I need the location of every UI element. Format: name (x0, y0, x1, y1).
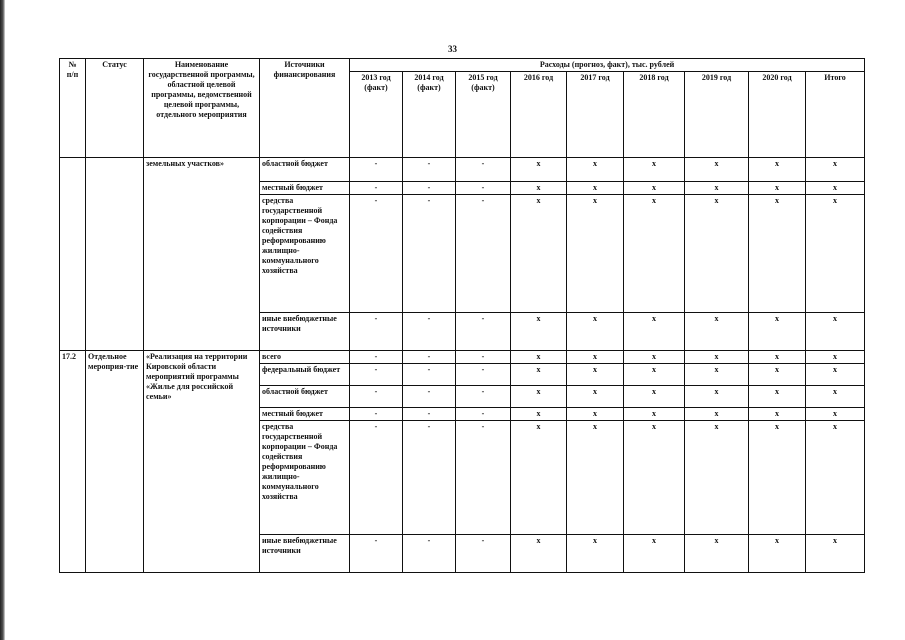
value-cell: - (350, 182, 403, 195)
value-cell: x (624, 535, 685, 573)
value-cell: x (749, 408, 806, 421)
value-cell: - (456, 421, 511, 535)
value-cell: x (567, 364, 624, 386)
value-cell: x (567, 158, 624, 182)
value-cell: x (567, 386, 624, 408)
value-cell: - (403, 158, 456, 182)
value-cell: - (456, 364, 511, 386)
value-cell: - (456, 195, 511, 313)
value-cell: x (624, 386, 685, 408)
value-cell: x (624, 408, 685, 421)
source-cell: всего (260, 351, 350, 364)
header-year: 2016 год (511, 72, 567, 158)
value-cell: x (685, 351, 749, 364)
value-cell: x (624, 351, 685, 364)
header-year: Итого (806, 72, 865, 158)
value-cell: x (685, 421, 749, 535)
budget-table (59, 58, 865, 573)
value-cell: x (624, 364, 685, 386)
row-number: 17.2 (60, 351, 86, 573)
value-cell: x (806, 182, 865, 195)
header-num: № п/п (60, 59, 86, 158)
source-cell: иные внебюджетные источники (260, 313, 350, 351)
value-cell: - (403, 195, 456, 313)
value-cell: - (456, 351, 511, 364)
value-cell: x (511, 535, 567, 573)
source-cell: федеральный бюджет (260, 364, 350, 386)
value-cell: x (806, 421, 865, 535)
value-cell: x (806, 386, 865, 408)
source-cell: областной бюджет (260, 158, 350, 182)
value-cell: x (749, 195, 806, 313)
value-cell: - (350, 158, 403, 182)
value-cell: x (749, 364, 806, 386)
value-cell: x (511, 408, 567, 421)
header-year: 2017 год (567, 72, 624, 158)
value-cell: - (403, 182, 456, 195)
value-cell: - (350, 195, 403, 313)
value-cell: - (403, 386, 456, 408)
value-cell: - (350, 364, 403, 386)
value-cell: x (511, 158, 567, 182)
value-cell: x (806, 351, 865, 364)
source-cell: местный бюджет (260, 408, 350, 421)
value-cell: x (511, 364, 567, 386)
table-row (60, 351, 865, 364)
header-sources: Источники финансирования (260, 59, 350, 158)
header-status: Статус (86, 59, 144, 158)
header-year: 2019 год (685, 72, 749, 158)
value-cell: - (350, 408, 403, 421)
value-cell: x (685, 364, 749, 386)
program-name-cell: земельных участков» (144, 158, 260, 351)
header-expenses: Расходы (прогноз, факт), тыс. рублей (350, 59, 865, 72)
value-cell: - (403, 421, 456, 535)
value-cell: x (511, 195, 567, 313)
header-year: 2014 год (факт) (403, 72, 456, 158)
value-cell: x (806, 408, 865, 421)
value-cell: x (624, 182, 685, 195)
header-year: 2015 год (факт) (456, 72, 511, 158)
source-cell: иные внебюджетные источники (260, 535, 350, 573)
value-cell: - (350, 421, 403, 535)
value-cell: - (456, 535, 511, 573)
value-cell: x (567, 313, 624, 351)
value-cell: - (403, 408, 456, 421)
source-cell: средства государственной корпорации – Фонда содействия реформированию жилищно-коммунального хозяйства (260, 421, 350, 535)
value-cell: x (685, 408, 749, 421)
header-year: 2020 год (749, 72, 806, 158)
value-cell: - (403, 351, 456, 364)
status-cell (86, 158, 144, 351)
value-cell: x (567, 182, 624, 195)
value-cell: x (806, 535, 865, 573)
value-cell: x (806, 313, 865, 351)
value-cell: x (511, 386, 567, 408)
value-cell: - (350, 313, 403, 351)
header-year: 2018 год (624, 72, 685, 158)
source-cell: областной бюджет (260, 386, 350, 408)
value-cell: - (456, 408, 511, 421)
value-cell: - (403, 313, 456, 351)
value-cell: x (511, 351, 567, 364)
value-cell: - (350, 386, 403, 408)
value-cell: - (456, 386, 511, 408)
value-cell: x (749, 351, 806, 364)
value-cell: x (567, 351, 624, 364)
value-cell: x (511, 421, 567, 535)
value-cell: x (749, 313, 806, 351)
value-cell: x (685, 195, 749, 313)
value-cell: x (624, 158, 685, 182)
value-cell: x (806, 195, 865, 313)
value-cell: - (456, 313, 511, 351)
value-cell: x (624, 421, 685, 535)
scan-binding-edge (0, 0, 5, 640)
value-cell: - (350, 535, 403, 573)
value-cell: x (749, 421, 806, 535)
value-cell: x (685, 386, 749, 408)
program-name-cell: «Реализация на территории Кировской области мероприятий программы «Жилье для российской семьи» (144, 351, 260, 573)
source-cell: местный бюджет (260, 182, 350, 195)
value-cell: x (511, 182, 567, 195)
source-cell: средства государственной корпорации – Фонда содействия реформированию жилищно-коммунального хозяйства (260, 195, 350, 313)
value-cell: x (624, 195, 685, 313)
value-cell: x (567, 535, 624, 573)
value-cell: x (567, 408, 624, 421)
value-cell: x (749, 386, 806, 408)
value-cell: - (350, 351, 403, 364)
header-name: Наименование государственной программы, областной целевой программы, ведомственной целевой программы, отдельного мероприятия (144, 59, 260, 158)
value-cell: x (567, 195, 624, 313)
value-cell: x (749, 535, 806, 573)
value-cell: x (806, 158, 865, 182)
value-cell: x (511, 313, 567, 351)
value-cell: - (456, 158, 511, 182)
value-cell: x (685, 182, 749, 195)
value-cell: x (685, 158, 749, 182)
value-cell: - (403, 535, 456, 573)
value-cell: x (685, 535, 749, 573)
value-cell: x (749, 182, 806, 195)
value-cell: - (403, 364, 456, 386)
page-number: 33 (448, 44, 457, 54)
value-cell: x (685, 313, 749, 351)
value-cell: x (624, 313, 685, 351)
value-cell: x (806, 364, 865, 386)
value-cell: - (456, 182, 511, 195)
row-number (60, 158, 86, 351)
value-cell: x (567, 421, 624, 535)
status-cell: Отдельное мероприя-тие (86, 351, 144, 573)
header-year: 2013 год (факт) (350, 72, 403, 158)
value-cell: x (749, 158, 806, 182)
table-row (60, 158, 865, 182)
